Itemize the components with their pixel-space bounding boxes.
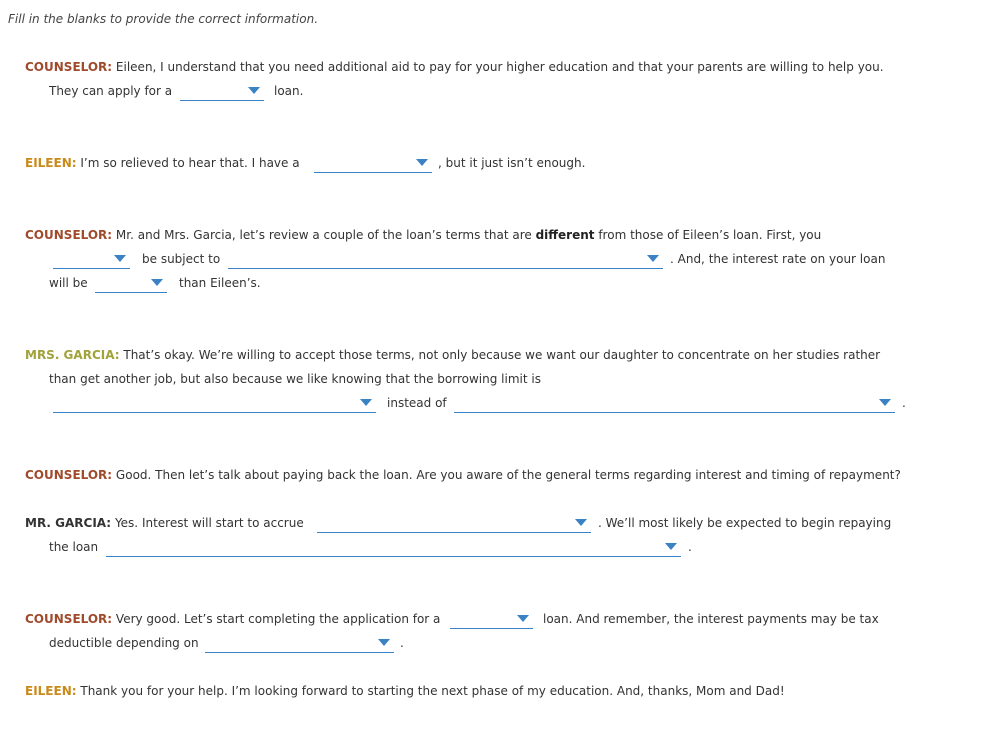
speaker-counselor: COUNSELOR: xyxy=(25,612,113,626)
subject-to-dropdown[interactable] xyxy=(228,250,663,269)
paragraph-text: from those of Eileen’s loan. First, you xyxy=(598,228,822,242)
paragraph-text: loan. xyxy=(274,84,304,98)
repayment-timing-dropdown[interactable] xyxy=(106,538,681,557)
paragraph-text: . We’ll most likely be expected to begin repaying xyxy=(598,516,892,530)
chevron-down-icon xyxy=(151,279,163,286)
chevron-down-icon xyxy=(360,399,372,406)
instead-of-dropdown[interactable] xyxy=(454,394,895,413)
paragraph-6-line-1 xyxy=(25,514,304,534)
chevron-down-icon xyxy=(114,255,126,262)
chevron-down-icon xyxy=(416,159,428,166)
chevron-down-icon xyxy=(517,615,529,622)
paragraph-text: Good. Then let’s talk about paying back the loan. Are you aware of the general terms regarding interest and timing of repayment? xyxy=(115,468,901,482)
paragraph-text: , but it just isn’t enough. xyxy=(438,156,586,170)
speaker-mrs-garcia: MRS. GARCIA: xyxy=(25,348,120,362)
instructions: Fill in the blanks to provide the correct information. xyxy=(8,12,319,26)
paragraph-5-line-1 xyxy=(25,466,901,486)
paragraph-text: That’s okay. We’re willing to accept those terms, not only because we want our daughter to concentrate on her studies rather xyxy=(123,348,881,362)
paragraph-text: be subject to xyxy=(142,252,221,266)
paragraph-1-line-1 xyxy=(25,58,884,78)
paragraph-text: . xyxy=(400,636,404,650)
chevron-down-icon xyxy=(575,519,587,526)
paragraph-text: They can apply for a xyxy=(49,84,173,98)
paragraph-text: . xyxy=(688,540,692,554)
paragraph-2-line-1 xyxy=(25,154,300,174)
paragraph-3-line-1 xyxy=(25,226,821,246)
speaker-counselor: COUNSELOR: xyxy=(25,468,113,482)
loan-type-dropdown-1[interactable] xyxy=(180,82,264,101)
eileen-loan-dropdown[interactable] xyxy=(314,154,432,173)
paragraph-7-line-1 xyxy=(25,610,440,630)
speaker-counselor: COUNSELOR: xyxy=(25,60,113,74)
paragraph-4-line-1 xyxy=(25,346,880,366)
speaker-counselor: COUNSELOR: xyxy=(25,228,113,242)
paragraph-text: loan. And remember, the interest payments may be tax xyxy=(543,612,879,626)
paragraph-text: instead of xyxy=(387,396,447,410)
paragraph-text: Very good. Let’s start completing the application for a xyxy=(115,612,441,626)
speaker-eileen: EILEEN: xyxy=(25,684,77,698)
emphasis-text: different xyxy=(535,228,595,242)
interest-accrue-dropdown[interactable] xyxy=(317,514,591,533)
paragraph-8-line-1 xyxy=(25,682,785,702)
tax-deductible-dropdown[interactable] xyxy=(205,634,394,653)
chevron-down-icon xyxy=(378,639,390,646)
will-dropdown[interactable] xyxy=(53,250,130,269)
speaker-mr-garcia: MR. GARCIA: xyxy=(25,516,112,530)
paragraph-text: will be xyxy=(49,276,88,290)
paragraph-text: than Eileen’s. xyxy=(179,276,261,290)
paragraph-text: deductible depending on xyxy=(49,636,199,650)
paragraph-text: the loan xyxy=(49,540,99,554)
chevron-down-icon xyxy=(879,399,891,406)
borrowing-limit-dropdown[interactable] xyxy=(53,394,376,413)
paragraph-text: than get another job, but also because we like knowing that the borrowing limit is xyxy=(49,372,541,386)
paragraph-text: I’m so relieved to hear that. I have a xyxy=(80,156,300,170)
paragraph-text: Thank you for your help. I’m looking forward to starting the next phase of my education. And, thanks, Mom and Dad! xyxy=(80,684,785,698)
paragraph-text: Yes. Interest will start to accrue xyxy=(114,516,304,530)
chevron-down-icon xyxy=(665,543,677,550)
paragraph-text: Eileen, I understand that you need additional aid to pay for your higher education and that your parents are willing to help you. xyxy=(115,60,884,74)
interest-rate-dropdown[interactable] xyxy=(95,274,167,293)
chevron-down-icon xyxy=(647,255,659,262)
chevron-down-icon xyxy=(248,87,260,94)
loan-type-dropdown-2[interactable] xyxy=(450,610,533,629)
paragraph-text: . xyxy=(902,396,906,410)
paragraph-text: Mr. and Mrs. Garcia, let’s review a couple of the loan’s terms that are xyxy=(115,228,532,242)
speaker-eileen: EILEEN: xyxy=(25,156,77,170)
paragraph-text: . And, the interest rate on your loan xyxy=(670,252,886,266)
